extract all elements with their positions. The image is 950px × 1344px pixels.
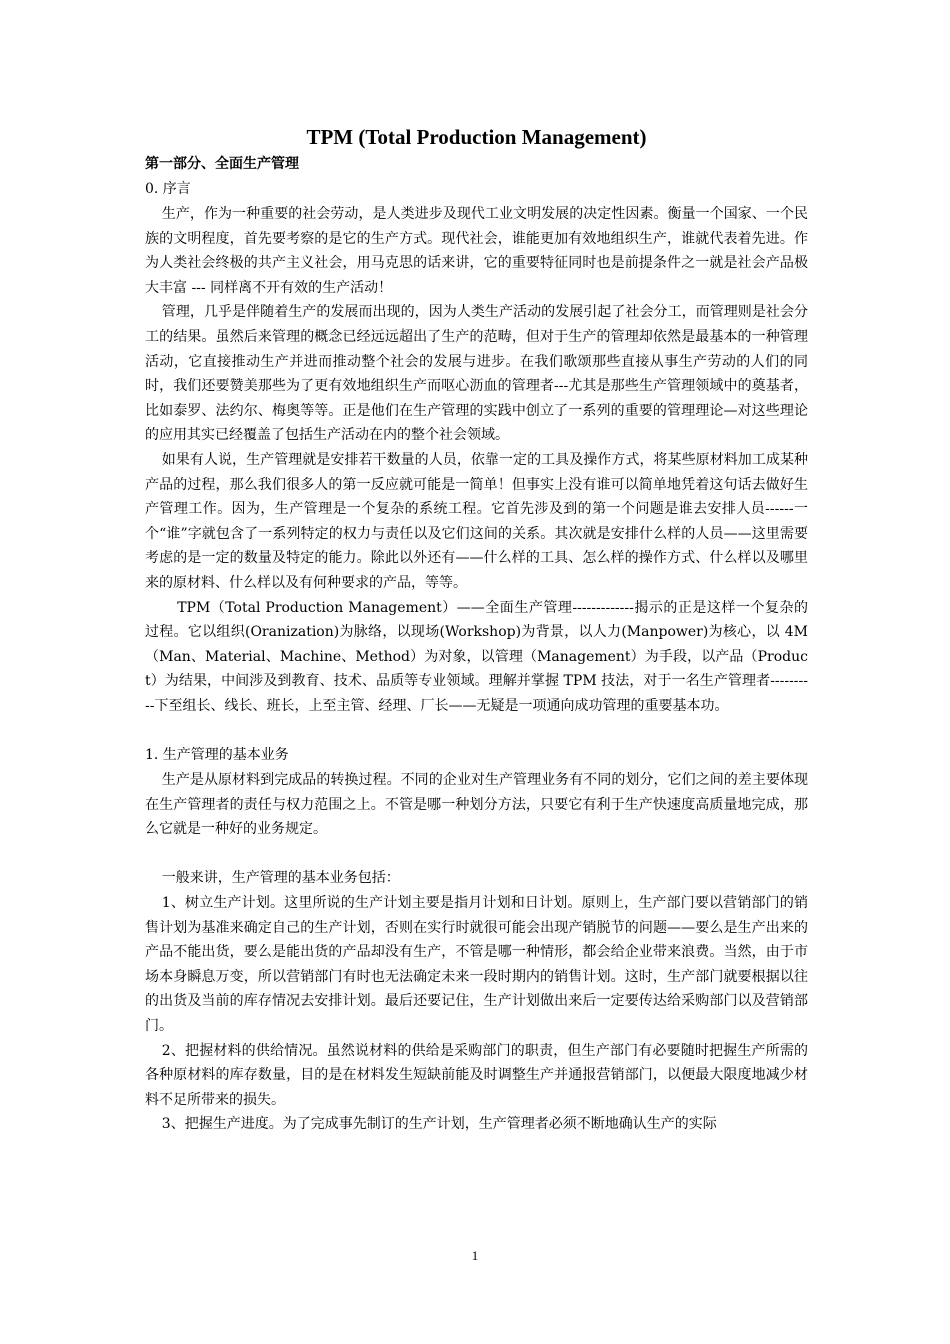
paragraph-spacer (145, 718, 808, 743)
preface-paragraph: 管理，几乎是伴随着生产的发展而出现的，因为人类生产活动的发展引起了社会分工，而管理则是社会分工的结果。虽然后来管理的概念已经远远超出了生产的范畴，但对于生产的管理却依然是最基本的一种管理活动，它直接推动生产并进而推动整个社会的发展与进步。在我们歌颂那些直接从事生产劳动的人们的同时，我们还要赞美那些为了更有效地组织生产而呕心沥血的管理者---尤其是那些生产管理领域中的奠基者，比如泰罗、法约尔、梅奥等等。正是他们在生产管理的实践中创立了一系列的重要的管理理论—对这些理论的应用其实已经覆盖了包括生产活动在内的整个社会领域。 (145, 304, 808, 444)
section-heading: 1. 生产管理的基本业务 (145, 747, 289, 764)
preface-paragraph: 生产，作为一种重要的社会劳动，是人类进步及现代工业文明发展的决定性因素。衡量一个国家、一个民族的文明程度，首先要考察的是它的生产方式。现代社会，谁能更加有效地组织生产，谁就代表着先进。作为人类社会终极的共产主义社会，用马克思的话来讲，它的重要特征同时也是前提条件之一就是社会产品极大丰富 --- 同样离不开有效的生产活动！ (145, 206, 808, 296)
list-item: 2、把握材料的供给情况。虽然说材料的供给是采购部门的职责，但生产部门有必要随时把握生产所需的各种原材料的库存数量，目的是在材料发生短缺前能及时调整生产并通报营销部门，以便最大限度地减少材料不足所带来的损失。 (145, 1042, 808, 1108)
paragraph-spacer (145, 842, 808, 867)
section-lead-paragraph: 一般来讲，生产管理的基本业务包括： (161, 870, 400, 887)
preface-paragraph: TPM（Total Production Management）——全面生产管理-------------揭示的正是这样一个复杂的过程。它以组织(Oranization)为脉络，以现场(Workshop)为背景，以人力(Manpower)为核心，以 4M（Man、Material、Machine、Method）为对象，以管理（Management）为手段，以产品（Product）为结果，中间涉及到教育、技术、品质等专业领域。理解并掌握 TPM 技法，对于一名生产管理者----------下至组长、线长、班长，上至主管、经理、厂长——无疑是一项通向成功管理的重要基本功。 (145, 599, 808, 714)
document-title: TPM (Total Production Management) (306, 125, 647, 149)
document-page (145, 122, 808, 1137)
page-number: 1 (471, 1248, 479, 1263)
preface-heading: 0. 序言 (145, 181, 191, 197)
section-intro-paragraph: 生产是从原材料到完成品的转换过程。不同的企业对生产管理业务有不同的划分，它们之间的差主要体现在生产管理者的责任与权力范围之上。不管是哪一种划分方法，只要它有利于生产快速度高质量地完成，那么它就是一种好的业务规定。 (145, 772, 808, 838)
preface-paragraph: 如果有人说，生产管理就是安排若干数量的人员，依靠一定的工具及操作方式，将某些原材料加工成某种产品的过程，那么我们很多人的第一反应就可能是一简单！但事实上没有谁可以简单地凭着这句话去做好生产管理工作。因为，生产管理是一个复杂的系统工程。它首先涉及到的第一个问题是谁去安排人员------一个“谁”字就包含了一系列特定的权力与责任以及它们这间的关系。其次就是安排什么样的人员——这里需要考虑的是一定的数量及特定的能力。除此以外还有——什么样的工具、怎么样的操作方式、什么样以及哪里来的原材料、什么样以及有何种要求的产品，等等。 (145, 451, 808, 591)
list-item: 1、树立生产计划。这里所说的生产计划主要是指月计划和日计划。原则上，生产部门要以营销部门的销售计划为基准来确定自己的生产计划，否则在实行时就很可能会出现产销脱节的问题——要么是生产出来的产品不能出货，要么是能出货的产品却没有生产，不管是哪一种情形，都会给企业带来浪费。当然，由于市场本身瞬息万变，所以营销部门有时也无法确定未来一段时期内的销售计划。这时，生产部门就要根据以往的出货及当前的库存情况去安排计划。最后还要记住，生产计划做出来后一定要传达给采购部门以及营销部门。 (145, 895, 808, 1034)
list-item: 3、把握生产进度。为了完成事先制订的生产计划，生产管理者必须不断地确认生产的实际 (161, 1116, 717, 1133)
part-heading: 第一部分、全面生产管理 (145, 156, 299, 172)
